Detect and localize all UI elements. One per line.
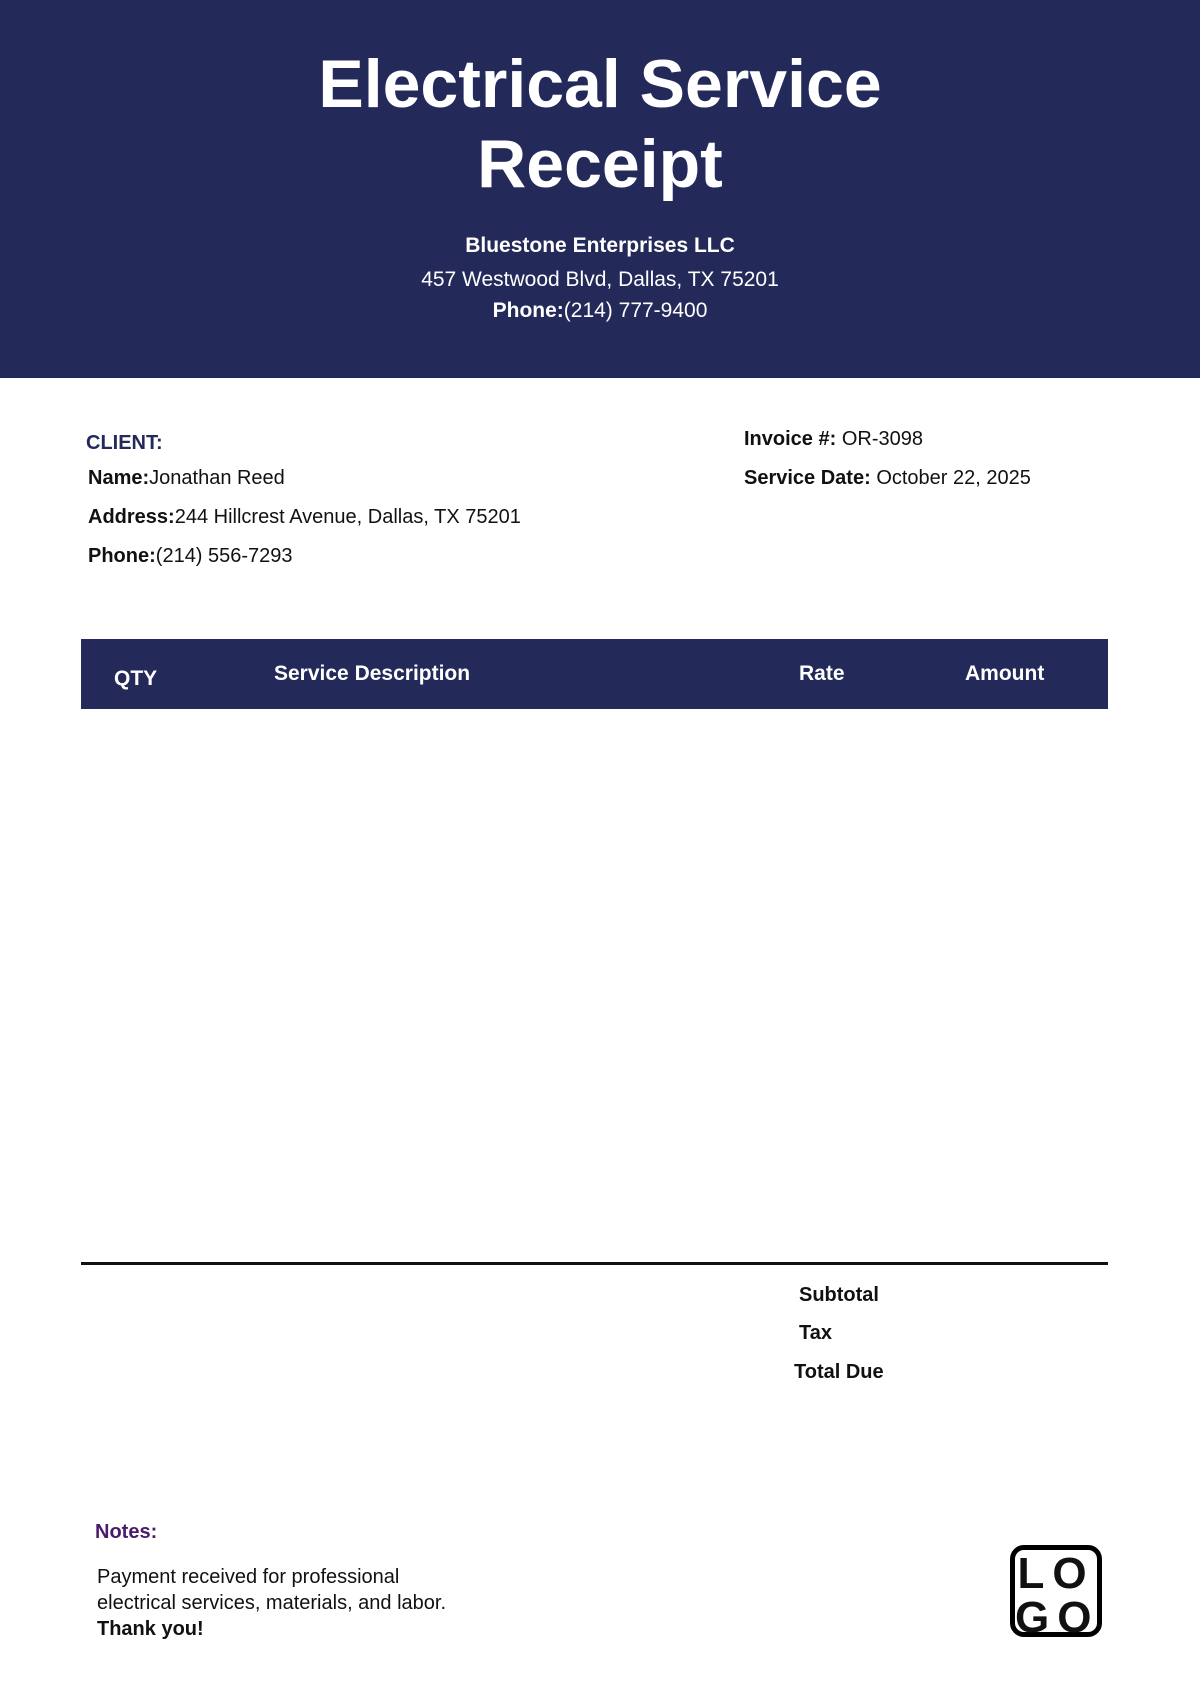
date-value: October 22, 2025 — [876, 467, 1031, 489]
invoice-value: OR-3098 — [841, 428, 923, 450]
notes-thanks: Thank you! — [97, 1618, 204, 1640]
col-rate: Rate — [799, 662, 845, 685]
title-line-2: Receipt — [477, 126, 723, 202]
notes-line-2: electrical services, materials, and labor. — [97, 1592, 447, 1614]
page-title — [0, 44, 1200, 204]
company-name: Bluestone Enterprises LLC — [465, 234, 735, 257]
subtotal-label: Subtotal — [799, 1284, 879, 1306]
invoice-label: Invoice #: — [744, 428, 837, 450]
logo-line-2: GO — [1015, 1593, 1100, 1642]
client-heading: CLIENT: — [86, 432, 163, 454]
col-amount: Amount — [965, 662, 1045, 685]
notes-line-1: Payment received for professional — [97, 1566, 400, 1588]
tax-label: Tax — [799, 1322, 832, 1344]
title-line-1: Electrical Service — [318, 46, 882, 122]
total-due-label: Total Due — [794, 1361, 884, 1383]
date-label: Service Date: — [744, 467, 871, 489]
phone-label: Phone: — [88, 545, 156, 567]
logo-line-1: LO — [1017, 1549, 1095, 1598]
client-name — [88, 467, 285, 490]
col-description: Service Description — [274, 662, 471, 685]
phone-value: (214) 556-7293 — [155, 545, 293, 567]
table-header — [81, 639, 1108, 709]
client-address — [88, 506, 521, 529]
address-label: Address: — [88, 506, 175, 528]
client-phone — [88, 545, 293, 568]
header-banner — [0, 0, 1200, 378]
name-value: Jonathan Reed — [149, 467, 285, 489]
phone-label: Phone: — [492, 299, 564, 322]
notes-heading: Notes: — [95, 1521, 158, 1543]
col-qty: QTY — [114, 667, 158, 690]
company-address: 457 Westwood Blvd, Dallas, TX 75201 — [421, 268, 779, 291]
phone-value: (214) 777-9400 — [563, 299, 708, 322]
name-label: Name: — [88, 467, 150, 489]
logo-icon — [1010, 1545, 1102, 1642]
service-date — [744, 467, 1031, 490]
address-value: 244 Hillcrest Avenue, Dallas, TX 75201 — [174, 506, 521, 528]
invoice-number — [744, 428, 923, 451]
divider — [81, 1262, 1108, 1265]
company-phone — [0, 299, 1200, 323]
